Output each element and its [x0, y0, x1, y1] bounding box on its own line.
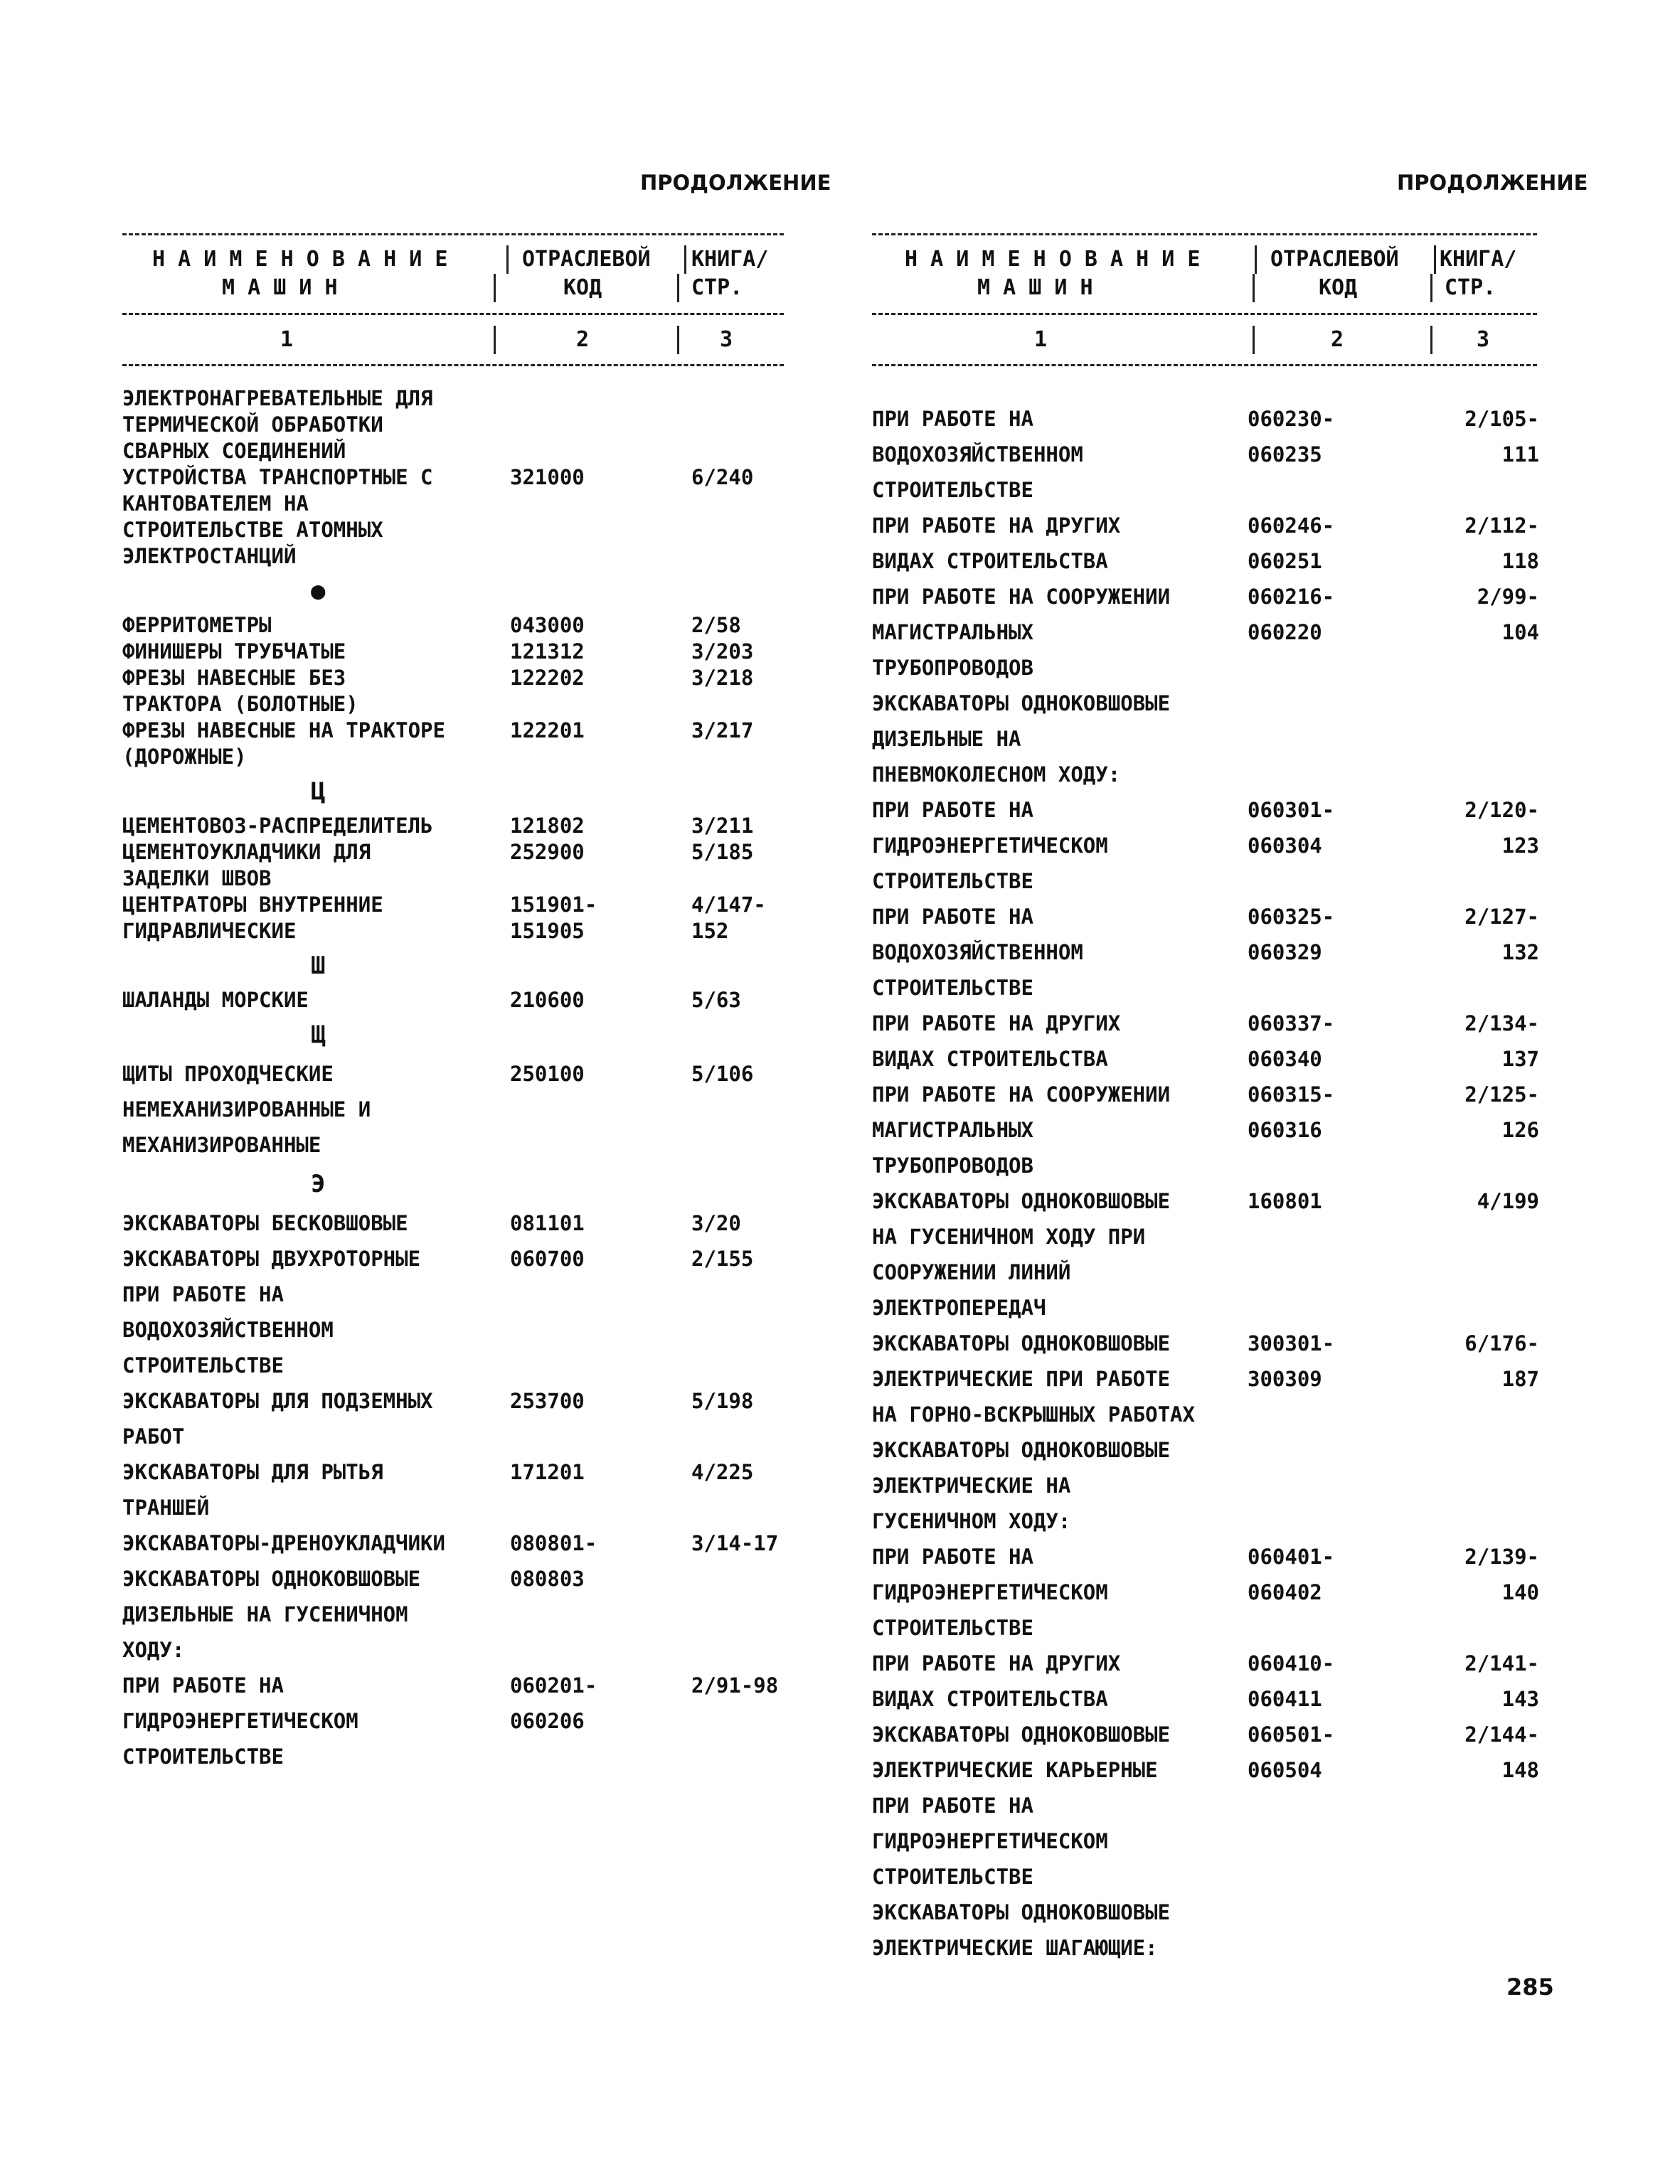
table-row: [122, 839, 798, 892]
entry-name: ЭКСКАВАТОРЫ ОДНОКОВШОВЫЕ ЭЛЕКТРИЧЕСКИЕ ПРИ РАБОТЕ НА ГОРНО-ВСКРЫШНЫХ РАБОТАХ: [872, 1331, 1195, 1427]
entry-name: ЭКСКАВАТОРЫ БЕСКОВШОВЫЕ: [122, 1211, 408, 1235]
table-row: [872, 899, 1555, 1006]
entry-name: ФРЕЗЫ НАВЕСНЫЕ БЕЗ ТРАКТОРА (БОЛОТНЫЕ): [122, 666, 358, 716]
entry-name: ШАЛАНДЫ МОРСКИЕ: [122, 988, 309, 1012]
continuation-label: ПРОДОЛЖЕНИЕ: [1397, 171, 1588, 195]
entry-book: 5/106: [691, 1062, 754, 1086]
entry-code: 060230- 060235: [1248, 407, 1335, 467]
entry-name: ЭКСКАВАТОРЫ ОДНОКОВШОВЫЕ ДИЗЕЛЬНЫЕ НА ГУСЕНИЧНОМ ХОДУ:: [122, 1567, 421, 1662]
entry-book: 2/125- 126: [1464, 1082, 1539, 1142]
table-row: [122, 665, 798, 718]
table-row: [122, 813, 798, 839]
entry-name: ФЕРРИТОМЕТРЫ: [122, 613, 272, 637]
entry-code: 121802: [510, 814, 585, 838]
entry-book: 3/217: [691, 718, 754, 742]
section-letter: Ц: [311, 777, 326, 806]
entry-book: [1432, 686, 1539, 792]
table-row: [122, 1525, 798, 1561]
table-row: [872, 1717, 1555, 1895]
header-code: ОТРАСЛЕВОЙ: [1270, 247, 1399, 272]
header-book-2: СТР.: [691, 275, 743, 300]
entry-book: 3/203: [691, 639, 754, 664]
entry-book: [1432, 1432, 1539, 1539]
col-num-3: 3: [1477, 327, 1490, 352]
table-row: [872, 792, 1555, 899]
entry-code: 060216- 060220: [1248, 585, 1335, 644]
entry-name: ЭКСКАВАТОРЫ ДВУХРОТОРНЫЕ ПРИ РАБОТЕ НА ВОДОХОЗЯЙСТВЕННОМ СТРОИТЕЛЬСТВЕ: [122, 1247, 421, 1378]
entry-book: 3/218: [691, 666, 754, 690]
entry-code: 060325- 060329: [1248, 905, 1335, 964]
header-rule-mid: [122, 313, 784, 315]
entry-name: ПРИ РАБОТЕ НА ГИДРОЭНЕРГЕТИЧЕСКОМ СТРОИТЕЛЬСТВЕ: [872, 798, 1108, 893]
header-rule-top: [122, 233, 784, 235]
entry-code: 060700: [510, 1247, 585, 1271]
header-name: Н А И М Е Н О В А Н И Е: [905, 247, 1201, 272]
entry-code: 060301- 060304: [1248, 798, 1335, 858]
entry-book: 6/240: [691, 465, 754, 489]
header-separator: [1430, 326, 1432, 354]
table-row: [122, 639, 798, 665]
entry-name: ЭКСКАВАТОРЫ ОДНОКОВШОВЫЕ ДИЗЕЛЬНЫЕ НА ПНЕВМОКОЛЕСНОМ ХОДУ:: [872, 691, 1171, 787]
entry-code: 080803: [510, 1567, 585, 1591]
header-separator: [506, 245, 509, 274]
entry-code: 151901- 151905: [510, 893, 597, 943]
header-code-2: КОД: [1319, 275, 1358, 300]
entry-name: ФИНИШЕРЫ ТРУБЧАТЫЕ: [122, 639, 346, 664]
entry-book: 5/185: [691, 840, 754, 864]
entry-name: ЦЕНТРАТОРЫ ВНУТРЕННИЕ ГИДРАВЛИЧЕСКИЕ: [122, 893, 383, 943]
left-entries: [122, 385, 798, 1774]
entry-book: 2/134- 137: [1464, 1011, 1539, 1071]
table-row: [122, 1241, 798, 1383]
table-row: [122, 987, 798, 1013]
table-row: [122, 612, 798, 639]
table-row: [872, 1895, 1555, 1966]
header-separator: [1255, 245, 1257, 274]
header-separator: [494, 326, 496, 354]
table-row: [872, 1183, 1555, 1326]
header-separator: [1253, 274, 1255, 302]
entry-code: 060246- 060251: [1248, 513, 1335, 573]
entry-name: ЭКСКАВАТОРЫ ОДНОКОВШОВЫЕ ЭЛЕКТРИЧЕСКИЕ КАРЬЕРНЫЕ ПРИ РАБОТЕ НА ГИДРОЭНЕРГЕТИЧЕСКОМ СТРОИТЕЛЬСТВЕ: [872, 1722, 1171, 1889]
entry-book: 5/198: [691, 1389, 754, 1413]
header-rule-bottom: [122, 364, 784, 366]
entry-name: ЦЕМЕНТОВОЗ-РАСПРЕДЕЛИТЕЛЬ: [122, 814, 433, 838]
table-row: [122, 1205, 798, 1241]
entry-name: ЭКСКАВАТОРЫ-ДРЕНОУКЛАДЧИКИ: [122, 1531, 445, 1555]
continuation-label: ПРОДОЛЖЕНИЕ: [640, 171, 831, 195]
left-column: [122, 0, 831, 2184]
table-row: [122, 1454, 798, 1525]
header-book-2: СТР.: [1445, 275, 1496, 300]
entry-book: 3/14-17: [691, 1531, 779, 1555]
entry-name: ПРИ РАБОТЕ НА СООРУЖЕНИИ МАГИСТРАЛЬНЫХ ТРУБОПРОВОДОВ: [872, 585, 1171, 680]
entry-name: ПРИ РАБОТЕ НА ДРУГИХ ВИДАХ СТРОИТЕЛЬСТВА: [872, 1011, 1121, 1071]
entry-name: ЦЕМЕНТОУКЛАДЧИКИ ДЛЯ ЗАДЕЛКИ ШВОВ: [122, 840, 371, 890]
table-row: [872, 401, 1555, 508]
right-column: [872, 0, 1588, 2184]
table-row: [872, 1646, 1555, 1717]
entry-code: [1248, 1895, 1432, 1966]
entry-book: 3/20: [691, 1211, 741, 1235]
entry-name: ПРИ РАБОТЕ НА ВОДОХОЗЯЙСТВЕННОМ СТРОИТЕЛЬСТВЕ: [872, 905, 1083, 1000]
entry-name: ПРИ РАБОТЕ НА ДРУГИХ ВИДАХ СТРОИТЕЛЬСТВА: [872, 1651, 1121, 1711]
entry-name: ЭКСКАВАТОРЫ ОДНОКОВШОВЫЕ ЭЛЕКТРИЧЕСКИЕ НА ГУСЕНИЧНОМ ХОДУ:: [872, 1438, 1171, 1533]
header-code-2: КОД: [563, 275, 602, 300]
entry-book: [1432, 1895, 1539, 1966]
entry-name: ЭКСКАВАТОРЫ ОДНОКОВШОВЫЕ НА ГУСЕНИЧНОМ ХОДУ ПРИ СООРУЖЕНИИ ЛИНИЙ ЭЛЕКТРОПЕРЕДАЧ: [872, 1189, 1171, 1320]
header-rule-top: [872, 233, 1537, 235]
right-entries: [872, 401, 1555, 1966]
entry-book: 2/120- 123: [1464, 798, 1539, 858]
header-separator: [677, 326, 679, 354]
entry-book: 2/99- 104: [1477, 585, 1539, 644]
entry-book: 2/112- 118: [1464, 513, 1539, 573]
table-row: [122, 1668, 798, 1774]
entry-code: 060410- 060411: [1248, 1651, 1335, 1711]
entry-code: 060337- 060340: [1248, 1011, 1335, 1071]
entry-code: 253700: [510, 1389, 585, 1413]
header-separator: [494, 274, 496, 302]
header-book: КНИГА/: [1440, 247, 1517, 272]
table-row: [122, 718, 798, 770]
col-num-2: 2: [1331, 327, 1344, 352]
entry-name: ПРИ РАБОТЕ НА ДРУГИХ ВИДАХ СТРОИТЕЛЬСТВА: [872, 513, 1121, 573]
header-separator: [1253, 326, 1255, 354]
header-name-2: М А Ш И Н: [977, 275, 1093, 300]
entry-name: ЭКСКАВАТОРЫ ОДНОКОВШОВЫЕ ЭЛЕКТРИЧЕСКИЕ ШАГАЮЩИЕ:: [872, 1900, 1171, 1960]
entry-code: 043000: [510, 613, 585, 637]
entry-name: ЭКСКАВАТОРЫ ДЛЯ РЫТЬЯ ТРАНШЕЙ: [122, 1460, 383, 1520]
entry-code: [1248, 686, 1432, 792]
entry-book: 2/91-98: [691, 1673, 779, 1698]
header-name-2: М А Ш И Н: [222, 275, 338, 300]
entry-name: ПРИ РАБОТЕ НА СООРУЖЕНИИ МАГИСТРАЛЬНЫХ ТРУБОПРОВОДОВ: [872, 1082, 1171, 1178]
table-row: [122, 1056, 798, 1163]
header-book: КНИГА/: [691, 247, 769, 272]
table-row: [872, 508, 1555, 579]
table-row: [872, 1326, 1555, 1432]
col-num-2: 2: [576, 327, 590, 352]
entry-book: 6/176- 187: [1464, 1331, 1539, 1391]
table-row: [122, 1383, 798, 1454]
entry-code: 080801-: [510, 1531, 597, 1555]
table-row: [872, 579, 1555, 686]
entry-name: ПРИ РАБОТЕ НА ВОДОХОЗЯЙСТВЕННОМ СТРОИТЕЛЬСТВЕ: [872, 407, 1083, 502]
header-code: ОТРАСЛЕВОЙ: [522, 247, 651, 272]
entry-book: 2/58: [691, 613, 741, 637]
entry-code: 171201: [510, 1460, 585, 1484]
entry-code: 160801: [1248, 1189, 1322, 1213]
entry-code: 122201: [510, 718, 585, 742]
entry-book: 2/155: [691, 1247, 754, 1271]
entry-book: 2/105- 111: [1464, 407, 1539, 467]
header-separator: [1430, 274, 1432, 302]
entry-code: 321000: [510, 465, 585, 489]
col-num-3: 3: [720, 327, 733, 352]
section-letter: Щ: [311, 1021, 326, 1049]
col-num-1: 1: [280, 327, 294, 352]
entry-code: [1248, 1432, 1432, 1539]
entry-code: 122202: [510, 666, 585, 690]
entry-name: ФРЕЗЫ НАВЕСНЫЕ НА ТРАКТОРЕ (ДОРОЖНЫЕ): [122, 718, 445, 769]
entry-book: 4/225: [691, 1460, 754, 1484]
entry-code: 060501- 060504: [1248, 1722, 1335, 1782]
entry-book: 5/63: [691, 988, 741, 1012]
section-letter: ●: [311, 577, 326, 605]
entry-name: ПРИ РАБОТЕ НА ГИДРОЭНЕРГЕТИЧЕСКОМ СТРОИТЕЛЬСТВЕ: [872, 1545, 1108, 1640]
header-separator: [684, 245, 686, 274]
entry-name: ЩИТЫ ПРОХОДЧЕСКИЕ НЕМЕХАНИЗИРОВАННЫЕ И МЕХАНИЗИРОВАННЫЕ: [122, 1062, 371, 1157]
entry-book: 2/139- 140: [1464, 1545, 1539, 1604]
entry-code: 252900: [510, 840, 585, 864]
entry-book: 3/211: [691, 814, 754, 838]
entry-name: ЭКСКАВАТОРЫ ДЛЯ ПОДЗЕМНЫХ РАБОТ: [122, 1389, 433, 1449]
entry-code: 060315- 060316: [1248, 1082, 1335, 1142]
header-separator: [1434, 245, 1436, 274]
entry-code: 060401- 060402: [1248, 1545, 1335, 1604]
table-row: [122, 385, 798, 570]
entry-code: 060201- 060206: [510, 1673, 597, 1733]
entry-code: 250100: [510, 1062, 585, 1086]
table-row: [872, 1077, 1555, 1183]
entry-code: 121312: [510, 639, 585, 664]
table-row: [122, 892, 798, 944]
entry-book: 2/144- 148: [1464, 1722, 1539, 1782]
page-number: 285: [1506, 1973, 1554, 2001]
table-row: [122, 1561, 798, 1668]
entry-book: 4/199: [1477, 1189, 1539, 1213]
entry-code: 300301- 300309: [1248, 1331, 1335, 1391]
header-separator: [677, 274, 679, 302]
entry-book: 4/147- 152: [691, 893, 766, 943]
entry-name: ПРИ РАБОТЕ НА ГИДРОЭНЕРГЕТИЧЕСКОМ СТРОИТЕЛЬСТВЕ: [122, 1673, 358, 1769]
entry-book: 2/127- 132: [1464, 905, 1539, 964]
entry-code: 210600: [510, 988, 585, 1012]
entry-name: ЭЛЕКТРОНАГРЕВАТЕЛЬНЫЕ ДЛЯ ТЕРМИЧЕСКОЙ ОБРАБОТКИ СВАРНЫХ СОЕДИНЕНИЙ УСТРОЙСТВА ТРАНСПОРТНЫЕ С КАНТОВАТЕЛЕМ НА СТРОИТЕЛЬСТВЕ АТОМНЫХ ЭЛЕКТРОСТАНЦИЙ: [122, 386, 433, 568]
header-rule-bottom: [872, 364, 1537, 366]
header-rule-mid: [872, 313, 1537, 315]
col-num-1: 1: [1034, 327, 1048, 352]
table-row: [872, 1006, 1555, 1077]
header-name: Н А И М Е Н О В А Н И Е: [152, 247, 448, 272]
entry-book: 2/141- 143: [1464, 1651, 1539, 1711]
table-row: [872, 1539, 1555, 1646]
entry-book: [691, 1561, 798, 1668]
table-row: [872, 686, 1555, 792]
entry-code: 081101: [510, 1211, 585, 1235]
section-letter: Ш: [311, 952, 326, 980]
table-row: [872, 1432, 1555, 1539]
section-letter: Э: [311, 1170, 326, 1198]
